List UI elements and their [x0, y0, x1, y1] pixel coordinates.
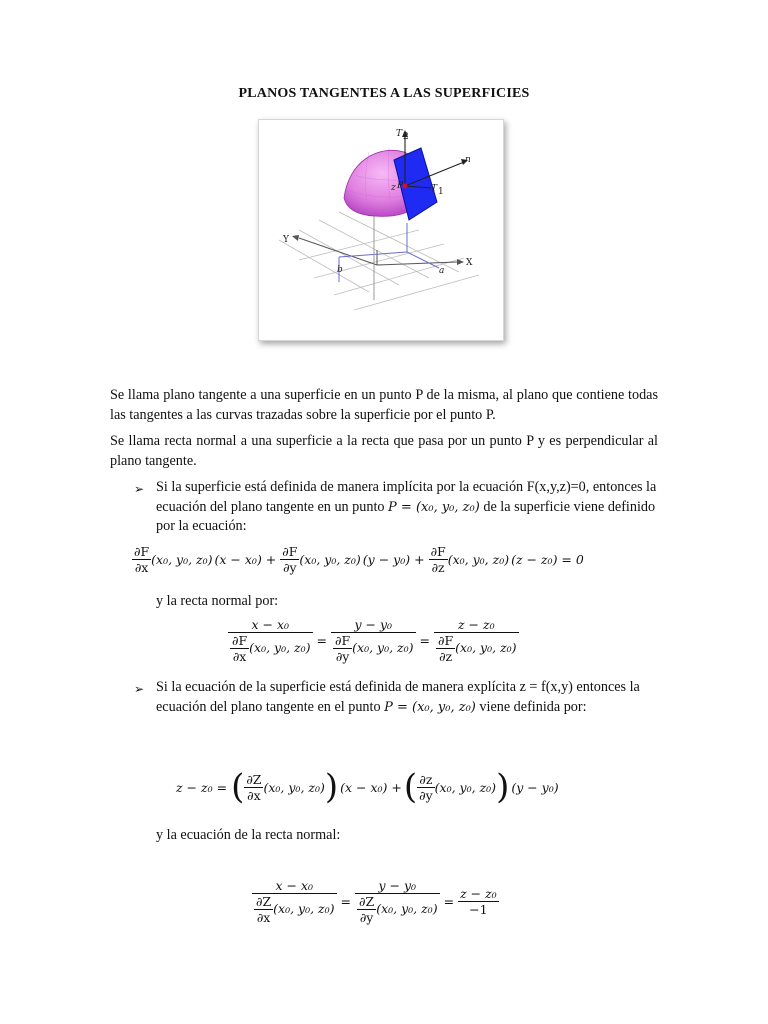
- bullet2-text: Si la ecuación de la superficie está definida de manera explícita z = f(x,y) entonces la ecuación del plano tangente en el punto P = (x₀, y₀, z₀) viene definida por:: [156, 679, 640, 715]
- label-y-axis: Y: [283, 235, 289, 245]
- explicit-normal-line-equation: x − x₀ $\frac{\partial Z}{\partial x}$ (x₀, y₀, z₀) = y − y₀ $\frac{\partial Z}{\partial y}$ (x₀, y₀, z₀) = $\frac{\text{z − z₀}}{-1}$: [252, 878, 499, 925]
- implicit-tangent-plane-equation: $\frac{\partial F}{\partial x}$ (x₀, y₀, z₀) (x − x₀) + $\frac{\partial F}{\partial y}$ (x₀, y₀, z₀) (y − y₀) + $\frac{\partial F}{\partial z}$ (x₀, y₀, z₀) (z − z₀) = 0: [134, 544, 584, 575]
- bullet-marker: ➢: [134, 482, 145, 496]
- label-a: a: [439, 266, 445, 276]
- label-b: b: [337, 265, 343, 275]
- tangent-plane-illustration: [259, 120, 503, 340]
- bullet1-text: Si la superficie está definida de manera implícita por la ecuación F(x,y,z)=0, entonces la ecuación del plano tangente en un punto P = (x₀, y₀, z₀) de la superficie viene definido por la ecuación:: [156, 479, 657, 534]
- label-x-axis: X: [466, 258, 473, 268]
- label-n: n: [465, 155, 471, 165]
- bullet1-point: P = (x₀, y₀, z₀): [388, 499, 480, 515]
- paragraph-tangent-plane: Se llama plano tangente a una superficie en un punto P de la misma, al plano que contiene todas las tangentes a las curvas trazadas sobre la superficie por el punto P.: [110, 387, 658, 423]
- projection-lines: [339, 223, 439, 282]
- label-t1: T: [431, 184, 438, 194]
- paragraph-normal-line: Se llama recta normal a una superficie a la recta que pasa por un punto P y es perpendicular al plano tangente.: [110, 433, 658, 469]
- label-p: P: [397, 181, 404, 191]
- normal-line-label-2: y la ecuación de la recta normal:: [156, 827, 341, 843]
- bullet2-point: P = (x₀, y₀, z₀): [384, 699, 476, 715]
- label-t1-sub: 1: [438, 187, 444, 197]
- base-grid: [279, 212, 479, 310]
- bullet-marker-2: ➢: [134, 682, 145, 696]
- label-t2: T: [396, 129, 403, 139]
- normal-line-label-1: y la recta normal por:: [156, 593, 279, 609]
- page-title: PLANOS TANGENTES A LAS SUPERFICIES: [238, 86, 530, 101]
- explicit-tangent-plane-equation: z − z₀ = ( $\frac{\partial Z}{\partial x}$ (x₀, y₀, z₀) ) (x − x₀) + ( $\frac{\partial z}{\partial y}$ (x₀, y₀, z₀) ) (y − y₀): [176, 767, 559, 807]
- implicit-normal-line-equation: x − x₀ $\frac{\partial F}{\partial x}$ (x₀, y₀, z₀) = y − y₀ $\frac{\partial F}{\partial y}$ (x₀, y₀, z₀) = z − z₀ $\frac{\partial F}{\partial z}$ (x₀, y₀, z₀): [228, 617, 519, 664]
- label-t2-sub: 2: [403, 132, 409, 142]
- tangent-plane-figure: [258, 119, 504, 341]
- label-z: z: [391, 183, 396, 193]
